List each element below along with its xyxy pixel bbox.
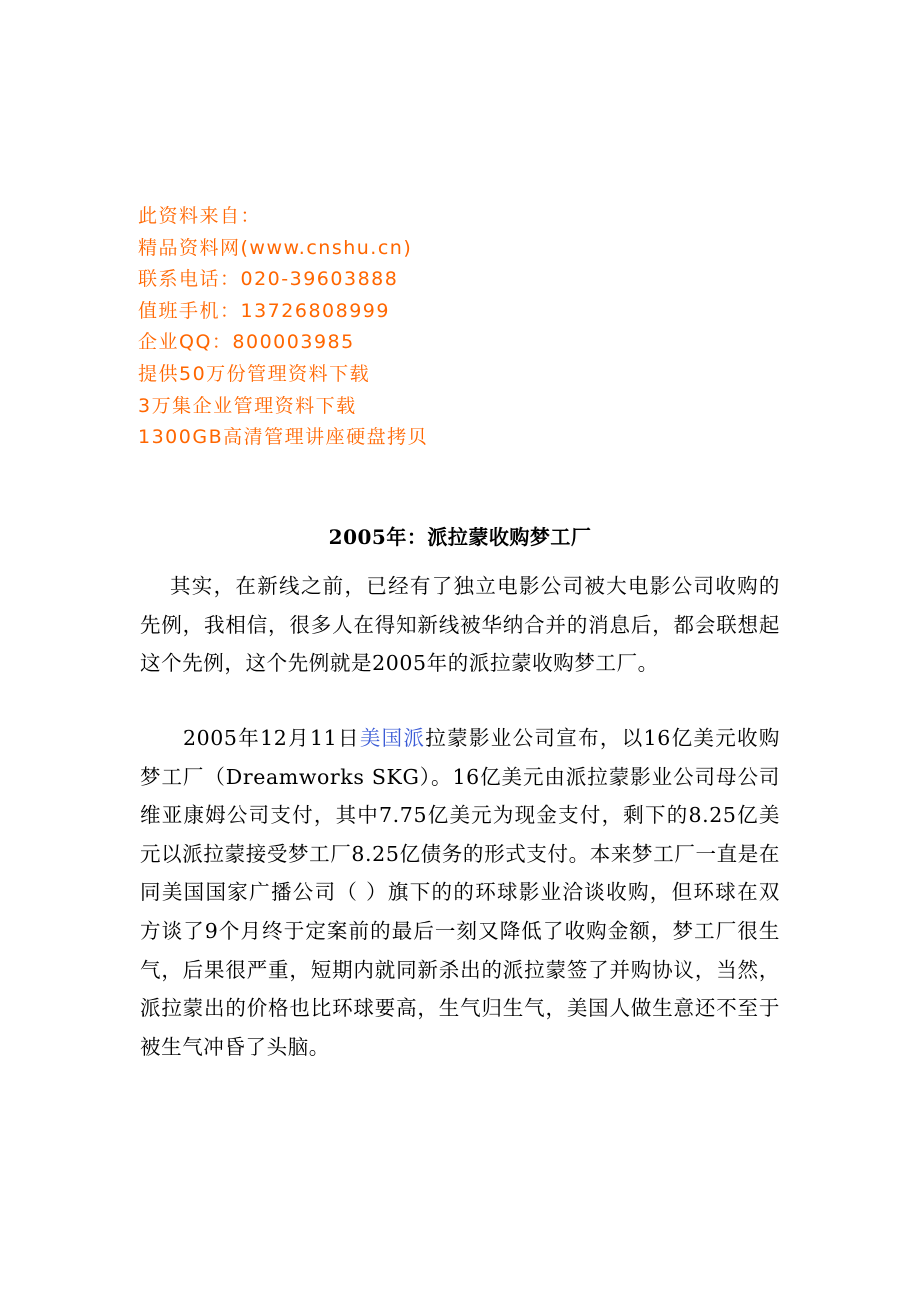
source-line-offer-disk: 1300GB高清管理讲座硬盘拷贝 <box>138 426 429 449</box>
article-paragraph-2 <box>140 719 780 1066</box>
source-line-offer-docs: 提供50万份管理资料下载 <box>138 362 371 385</box>
source-line-offer-videos: 3万集企业管理资料下载 <box>138 394 357 417</box>
source-line-qq: 企业QQ：800003985 <box>138 331 355 354</box>
paragraph-2-body: 拉蒙影业公司宣布，以16亿美元收购梦工厂（Dreamworks SKG）。16亿美元由派拉蒙影业公司母公司维亚康姆公司支付，其中7.75亿美元为现金支付，剩下的8.25亿美元以派拉蒙接受梦工厂8.25亿债务的形式支付。本来梦工厂一直是在同美国国家广播公司（ ）旗下的的环球影业洽谈收购，但环球在双方谈了9个月终于定案前的最后一刻又降低了收购金额，梦工厂很生气，后果很严重，短期内就同新杀出的派拉蒙签了并购协议，当然，派拉蒙出的价格也比环球要高，生气归生气，美国人做生意还不至于被生气冲昏了头脑。 <box>140 726 780 1059</box>
us-link[interactable]: 美国派 <box>359 726 426 750</box>
source-line-website: 精品资料网(www.cnshu.cn) <box>138 236 413 259</box>
article-paragraph-1: 其实，在新线之前，已经有了独立电影公司被大电影公司收购的先例，我相信，很多人在得知新线被华纳合并的消息后，都会联想起这个先例，这个先例就是2005年的派拉蒙收购梦工厂。 <box>140 574 780 676</box>
source-info-block <box>138 201 658 454</box>
article-title: 2005年：派拉蒙收购梦工厂 <box>328 525 592 549</box>
source-line-header: 此资料来自： <box>138 205 262 227</box>
source-line-mobile: 值班手机：13726808999 <box>138 299 390 322</box>
source-line-phone: 联系电话：020-39603888 <box>138 268 399 291</box>
paragraph-2-date: 2005年12月11日 <box>183 726 360 750</box>
